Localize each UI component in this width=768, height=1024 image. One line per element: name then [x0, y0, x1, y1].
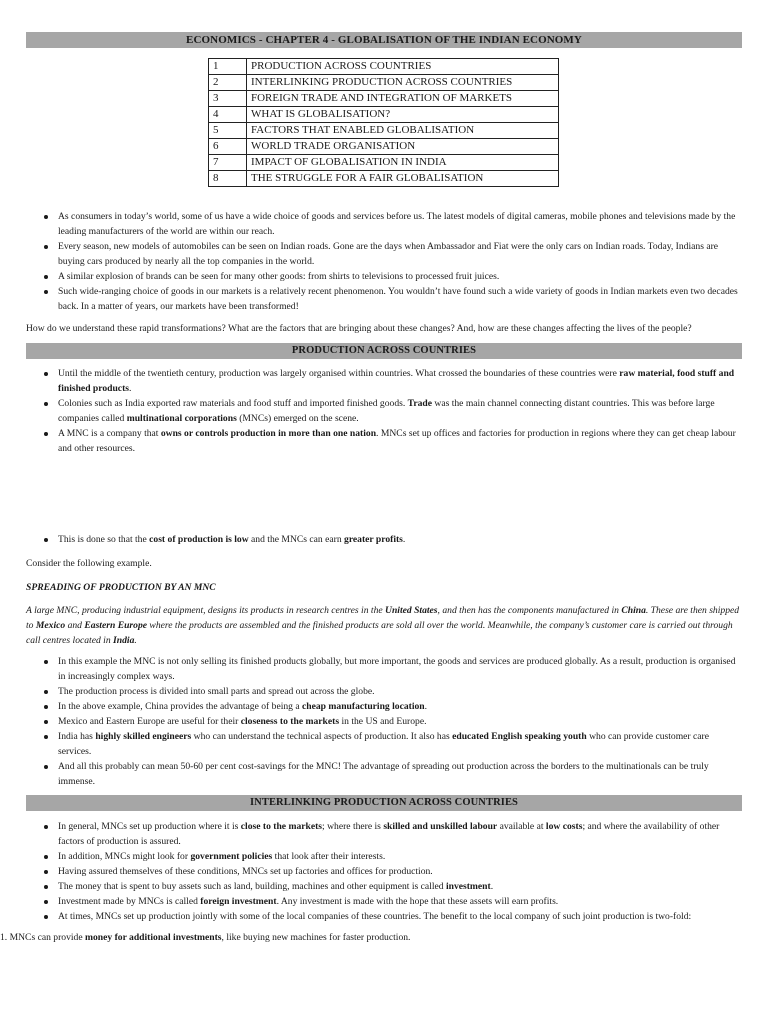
table-row: 5 FACTORS THAT ENABLED GLOBALISATION — [209, 123, 559, 139]
intro-question: How do we understand these rapid transformations? What are the factors that are bringing about these changes? And, how are these changes affecting the lives of the people? — [26, 323, 692, 334]
list-item: India has highly skilled engineers who can understand the technical aspects of production. It also has educated English speaking youth who can provide customer care services. — [58, 729, 742, 759]
document-page — [0, 32, 742, 945]
document-title: ECONOMICS - CHAPTER 4 - GLOBALISATION OF THE INDIAN ECONOMY — [26, 32, 742, 48]
toc-entry: IMPACT OF GLOBALISATION IN INDIA — [247, 155, 559, 171]
intro-bullet-list — [26, 209, 742, 314]
table-row: 4 WHAT IS GLOBALISATION? — [209, 107, 559, 123]
toc-entry: INTERLINKING PRODUCTION ACROSS COUNTRIES — [247, 75, 559, 91]
list-item: A similar explosion of brands can be seen for many other goods: from shirts to televisions to processed fruit juices. — [58, 269, 742, 284]
toc-entry: THE STRUGGLE FOR A FAIR GLOBALISATION — [247, 171, 559, 187]
list-item: As consumers in today’s world, some of us have a wide choice of goods and services before us. The latest models of digital cameras, mobile phones and televisions made by the leading manufacturers of the world are within our reach. — [58, 209, 742, 239]
example-bullet-list — [26, 654, 742, 789]
toc-entry: WHAT IS GLOBALISATION? — [247, 107, 559, 123]
table-row: 6 WORLD TRADE ORGANISATION — [209, 139, 559, 155]
list-item: A MNC is a company that owns or controls production in more than one nation. MNCs set up offices and factories for production in regions where they can get cheap labour and other resources. — [58, 426, 742, 456]
list-item: Every season, new models of automobiles can be seen on Indian roads. Gone are the days when Ambassador and Fiat were the only cars on Indian roads. Today, Indians are buying cars produced by nearly all the top companies in the world. — [58, 239, 742, 269]
list-item: The production process is divided into small parts and spread out across the globe. — [58, 684, 742, 699]
list-item: At times, MNCs set up production jointly with some of the local companies of these countries. The benefit to the local company of such joint production is two-fold: — [58, 909, 742, 924]
table-row: 2 INTERLINKING PRODUCTION ACROSS COUNTRIES — [209, 75, 559, 91]
list-item: In this example the MNC is not only selling its finished products globally, but more important, the goods and services are produced globally. As a result, production is organised in increasingly complex ways. — [58, 654, 742, 684]
production-bullet-list — [26, 366, 742, 456]
table-row: 3 FOREIGN TRADE AND INTEGRATION OF MARKETS — [209, 91, 559, 107]
table-row: 1 PRODUCTION ACROSS COUNTRIES — [209, 59, 559, 75]
production-cost-list — [26, 532, 742, 547]
list-item: In addition, MNCs might look for government policies that look after their interests. — [58, 849, 742, 864]
list-item: Mexico and Eastern Europe are useful for their closeness to the markets in the US and Europe. — [58, 714, 742, 729]
toc-entry: FOREIGN TRADE AND INTEGRATION OF MARKETS — [247, 91, 559, 107]
section-heading-production: PRODUCTION ACROSS COUNTRIES — [26, 343, 742, 359]
list-item: Such wide-ranging choice of goods in our markets is a relatively recent phenomenon. You wouldn’t have found such a wide variety of goods in Indian markets even two decades back. In a matter of years, our markets have been transformed! — [58, 284, 742, 314]
list-item: Having assured themselves of these conditions, MNCs set up factories and offices for production. — [58, 864, 742, 879]
toc-entry: PRODUCTION ACROSS COUNTRIES — [247, 59, 559, 75]
list-item: In the above example, China provides the advantage of being a cheap manufacturing location. — [58, 699, 742, 714]
consider-text: Consider the following example. — [26, 558, 152, 569]
list-item: This is done so that the cost of production is low and the MNCs can earn greater profits. — [58, 532, 742, 547]
list-item: Investment made by MNCs is called foreign investment. Any investment is made with the hope that these assets will earn profits. — [58, 894, 742, 909]
toc-entry: WORLD TRADE ORGANISATION — [247, 139, 559, 155]
list-item: The money that is spent to buy assets such as land, building, machines and other equipment is called investment. — [58, 879, 742, 894]
table-row: 7 IMPACT OF GLOBALISATION IN INDIA — [209, 155, 559, 171]
list-item: Colonies such as India exported raw materials and food stuff and imported finished goods. Trade was the main channel connecting distant countries. This was before large companies called multinational corporations (MNCs) emerged on the scene. — [58, 396, 742, 426]
section-heading-interlinking: INTERLINKING PRODUCTION ACROSS COUNTRIES — [26, 795, 742, 811]
interlinking-bullet-list — [26, 819, 742, 924]
example-subheading: SPREADING OF PRODUCTION BY AN MNC — [26, 582, 216, 593]
list-item: And all this probably can mean 50-60 per cent cost-savings for the MNC! The advantage of spreading out production across the borders to the multinationals can be truly immense. — [58, 759, 742, 789]
toc-entry: FACTORS THAT ENABLED GLOBALISATION — [247, 123, 559, 139]
list-item: Until the middle of the twentieth century, production was largely organised within countries. What crossed the boundaries of these countries were raw material, food stuff and finished products. — [58, 366, 742, 396]
list-item: In general, MNCs set up production where it is close to the markets; where there is skilled and unskilled labour available at low costs; and where the availability of other factors of production is assured. — [58, 819, 742, 849]
table-row: 8 THE STRUGGLE FOR A FAIR GLOBALISATION — [209, 171, 559, 187]
chapter-contents-table — [208, 58, 559, 187]
numbered-point-1: 1. MNCs can provide money for additional investments, like buying new machines for faster production. — [0, 932, 411, 943]
example-paragraph: A large MNC, producing industrial equipment, designs its products in research centres in the United States, and then has the components manufactured in China. These are then shipped to Mexico and Eastern Europe where the products are assembled and the finished products are sold all over the world. Meanwhile, the company’s customer care is carried out through call centres located in India. — [26, 605, 740, 646]
